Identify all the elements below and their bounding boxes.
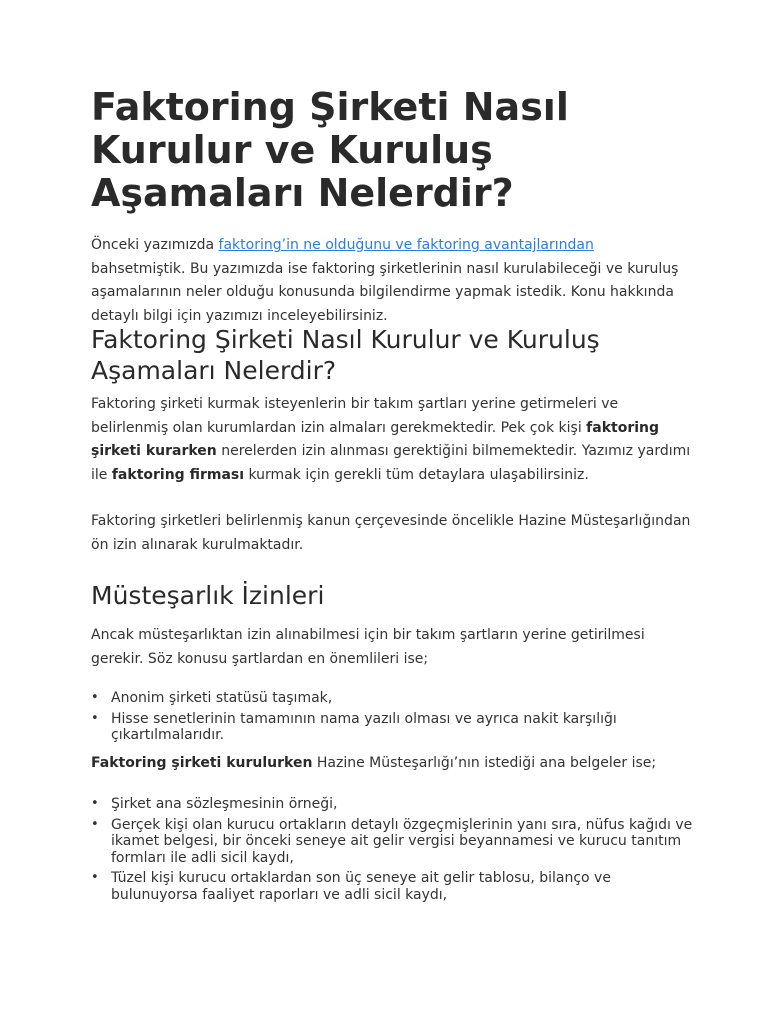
section2-paragraph1: Ancak müsteşarlıktan izin alınabilmesi için bir takım şartların yerine getirilmesi gerekir. Söz konusu şartlardan en önemlileri ise; <box>91 627 645 667</box>
s2-p2-bold: Faktoring şirketi kurulurken <box>91 755 313 771</box>
s1-p1-text-c: nerelerden izin alınması gerektiğini bilmemektedir. Yazımız yardımı ile <box>91 443 691 483</box>
list-item: • Tüzel kişi kurucu ortaklardan son üç seneye ait gelir tablosu, bilanço ve bulunuyorsa faaliyet raporları ve adli sicil kaydı, <box>111 870 701 903</box>
s2-p2-text: Hazine Müsteşarlığı’nın istediği ana belgeler ise; <box>312 755 657 771</box>
requirements-list <box>91 690 701 744</box>
section1-heading: Faktoring Şirketi Nasıl Kurulur ve Kuruluş Aşamaları Nelerdir? <box>91 325 600 385</box>
list-item: • Anonim şirketi statüsü taşımak, <box>111 690 701 707</box>
s1-p1-bold1: faktoring şirketi kurarken <box>91 419 660 459</box>
section1-paragraph2: Faktoring şirketleri belirlenmiş kanun çerçevesinde öncelikle Hazine Müsteşarlığından ön izin alınarak kurulmaktadır. <box>91 513 691 553</box>
documents-list <box>91 796 701 903</box>
s1-p1-text-d: kurmak için gerekli tüm detaylara ulaşabilirsiniz. <box>244 466 589 483</box>
list-item: • Hisse senetlerinin tamamının nama yazılı olması ve ayrıca nakit karşılığı çıkartılmalarıdır. <box>111 711 701 744</box>
intro-text-after: bahsetmiştik. Bu yazımızda ise faktoring şirketlerinin nasıl kurulabileceği ve kuruluş aşamalarının neler olduğu konusunda bilgilendirme yapmak istedik. Konu hakkında detaylı bilgi için yazımızı inceleyebilirsiniz. <box>91 260 679 324</box>
list-item: • Gerçek kişi olan kurucu ortakların detaylı özgeçmişlerinin yanı sıra, nüfus kağıdı ve ikamet belgesi, bir önceki seneye ait gelir vergisi beyannamesi ve kurucu tanıtım formları ile adli sicil kaydı, <box>111 817 701 867</box>
list-item: • Şirket ana sözleşmesinin örneği, <box>111 796 701 813</box>
s1-p1-bold2: faktoring firması <box>111 466 245 483</box>
intro-link[interactable]: faktoring’in ne olduğunu ve faktoring avantajlarından <box>218 237 594 253</box>
s1-p1-text-a: Faktoring şirketi kurmak isteyenlerin bir takım şartları yerine getirmeleri ve belirlenmiş olan kurumlardan izin almaları gerekmektedir. Pek çok kişi <box>91 396 619 436</box>
page-title: Faktoring Şirketi Nasıl Kurulur ve Kuruluş Aşamaları Nelerdir? <box>91 85 569 215</box>
section1-paragraph1 <box>91 393 691 487</box>
section2-paragraph2 <box>91 752 691 776</box>
intro-paragraph <box>91 234 691 328</box>
intro-text-before: Önceki yazımızda <box>91 237 219 253</box>
section2-heading: Müsteşarlık İzinleri <box>91 581 325 610</box>
